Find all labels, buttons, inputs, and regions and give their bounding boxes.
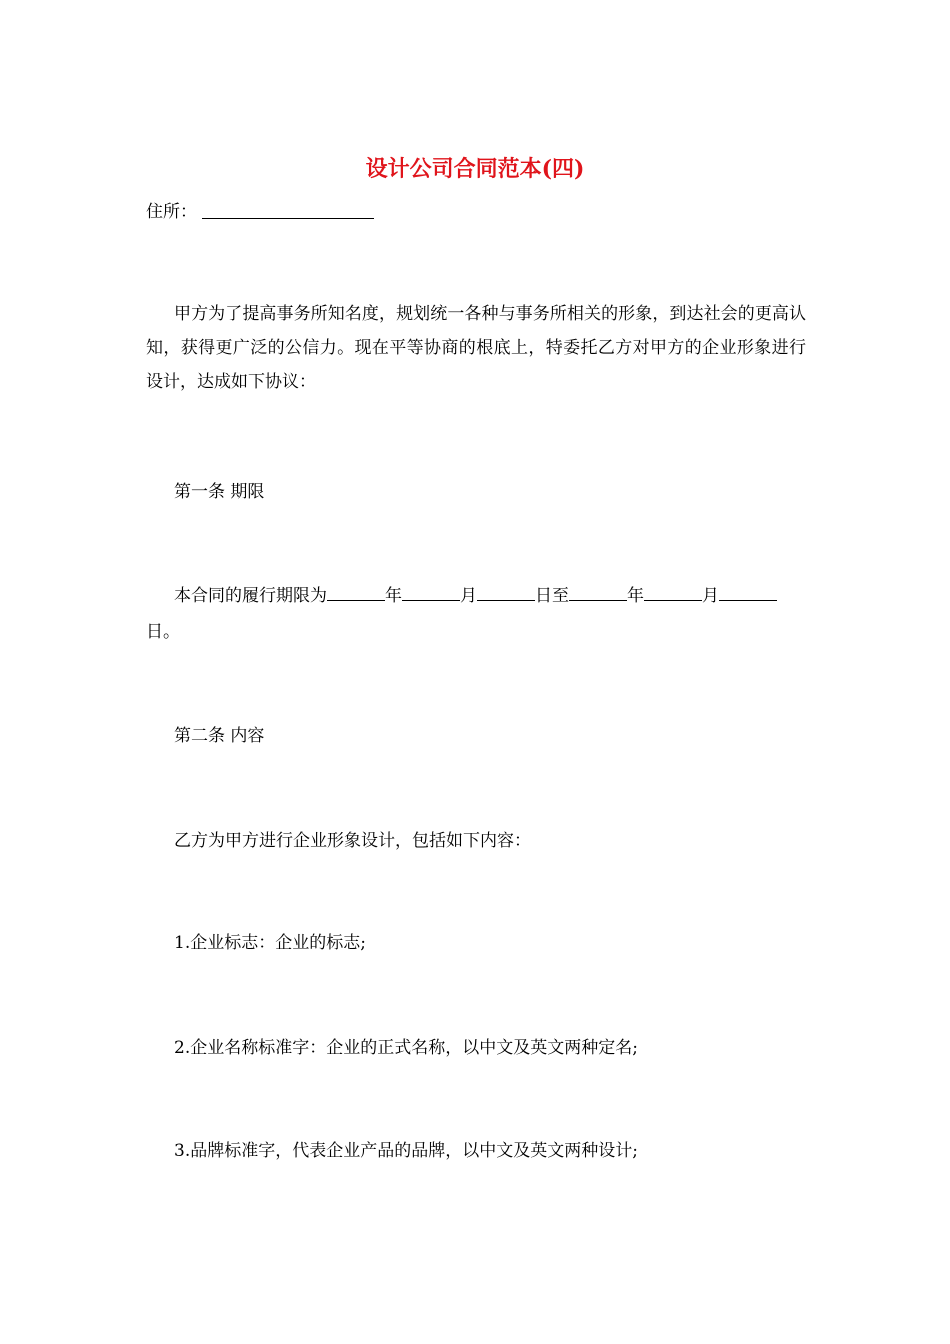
article2-heading: 第二条 内容 <box>174 726 265 746</box>
document-title: 设计公司合同范本(四) <box>365 156 585 182</box>
intro-paragraph: 甲方为了提高事务所知名度，规划统一各种与事务所相关的形象，到达社会的更高认知，获得更广泛的公信力。现在平等协商的根底上，特委托乙方对甲方的企业形象进行设计，达成如下协议： <box>146 304 806 392</box>
content-intro: 乙方为甲方进行企业形象设计，包括如下内容： <box>174 831 531 851</box>
term-month1: 月 <box>460 586 477 606</box>
term-year1: 年 <box>385 586 402 606</box>
blank-field <box>644 584 702 601</box>
term-month2: 月 <box>702 586 719 606</box>
term-prefix: 本合同的履行期限为 <box>174 586 327 606</box>
term-line <box>174 584 777 607</box>
address-label: 住所： <box>146 202 197 222</box>
blank-field <box>327 584 385 601</box>
blank-field <box>402 584 460 601</box>
blank-field <box>719 584 777 601</box>
list-item: 1.企业标志：企业的标志; <box>174 933 366 953</box>
blank-field <box>569 584 627 601</box>
list-item: 3.品牌标准字，代表企业产品的品牌，以中文及英文两种设计; <box>174 1141 638 1161</box>
list-item: 2.企业名称标准字：企业的正式名称，以中文及英文两种定名; <box>174 1038 638 1058</box>
article1-heading: 第一条 期限 <box>174 482 265 502</box>
blank-field <box>477 584 535 601</box>
address-blank-line <box>202 218 374 219</box>
term-line-end: 日。 <box>146 622 180 642</box>
term-day1: 日至 <box>535 586 569 606</box>
term-year2: 年 <box>627 586 644 606</box>
